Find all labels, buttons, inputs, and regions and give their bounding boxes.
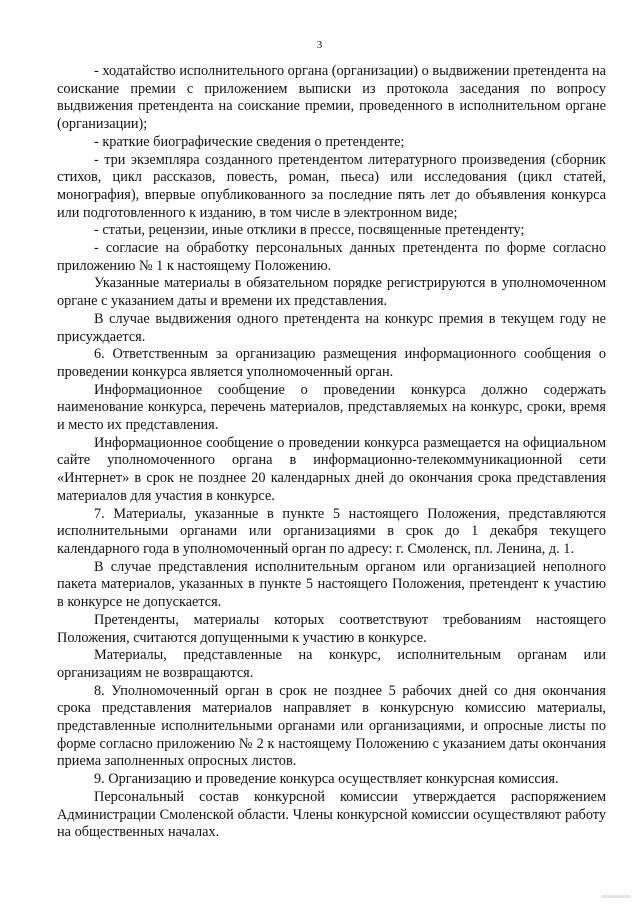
paragraph-commission-composition: Персональный состав конкурсной комиссии утверждается распоряжением Администрации Смоленской области. Члены конкурсной комиссии осуществляют работу на общественных началах. bbox=[57, 788, 606, 841]
paragraph-single-candidate: В случае выдвижения одного претендента на конкурс премия в текущем году не присуждается. bbox=[57, 310, 606, 345]
document-body bbox=[57, 63, 606, 842]
paragraph-materials-not-returned: Материалы, представленные на конкурс, исполнительным органам или организациям не возвращаются. bbox=[57, 647, 606, 681]
paragraph-section-8: 8. Уполномоченный орган в срок не позднее 5 рабочих дней со дня окончания срока представления материалов направляет в конкурсную комиссию материалы, представленные исполнительными органами или организациями, и опросные листы по форме согласно приложению № 2 к настоящему Положению с указанием даты окончания приема заполненных опросных листов. bbox=[57, 682, 606, 770]
paragraph-press-reviews: - статьи, рецензии, иные отклики в прессе, посвященные претенденту; bbox=[94, 222, 525, 239]
paragraph-personal-data-consent: - согласие на обработку персональных данных претендента по форме согласно приложению № 1 к настоящему Положению. bbox=[57, 240, 606, 274]
paragraph-section-7: 7. Материалы, указанные в пункте 5 настоящего Положения, представляются исполнительными органами или организациями в срок до 1 декабря текущего календарного года в уполномоченный орган по адресу: г. Смоленск, пл. Ленина, д. 1. bbox=[57, 505, 606, 557]
paragraph-section-9: 9. Организацию и проведение конкурса осуществляет конкурсная комиссия. bbox=[94, 771, 559, 788]
paragraph-registration: Указанные материалы в обязательном порядке регистрируются в уполномоченном органе с указанием даты и времени их представления. bbox=[57, 275, 606, 310]
paragraph-literary-work: - три экземпляра созданного претендентом литературного произведения (сборник стихов, цикл рассказов, повесть, роман, пьеса) или исследования (цикл статей, монография), впервые опубликованного за последние пять лет до объявления конкурса или подготовленного к изданию, в том числе в электронном виде; bbox=[57, 151, 606, 221]
paragraph-announcement-content: Информационное сообщение о проведении конкурса должно содержать наименование конкурса, перечень материалов, представляемых на конкурс, сроки, время и место их представления. bbox=[57, 381, 606, 434]
page-number: 3 bbox=[316, 39, 323, 51]
paragraph-biography: - краткие биографические сведения о претенденте; bbox=[94, 133, 405, 150]
paragraph-admitted-candidates: Претенденты, материалы которых соответствуют требованиям настоящего Положения, считаются допущенными к участию в конкурсе. bbox=[57, 611, 606, 646]
paragraph-section-6: 6. Ответственным за организацию размещения информационного сообщения о проведении конкурса является уполномоченный орган. bbox=[57, 346, 606, 380]
paragraph-petition: - ходатайство исполнительного органа (организации) о выдвижении претендента на соискание премии с приложением выписки из протокола заседания по вопросу выдвижения претендента на соискание премии, проведенного в исполнительном органе (организации); bbox=[57, 63, 606, 133]
paragraph-incomplete-package: В случае представления исполнительным органом или организацией неполного пакета материалов, указанных в пункте 5 настоящего Положения, претендент к участию в конкурсе не допускается. bbox=[57, 558, 606, 611]
scan-artifact bbox=[601, 895, 631, 898]
paragraph-announcement-publication: Информационное сообщение о проведении конкурса размещается на официальном сайте уполномоченного органа в информационно-телекоммуникационной сети «Интернет» в срок не позднее 20 календарных дней до окончания срока представления материалов для участия в конкурсе. bbox=[57, 434, 606, 504]
